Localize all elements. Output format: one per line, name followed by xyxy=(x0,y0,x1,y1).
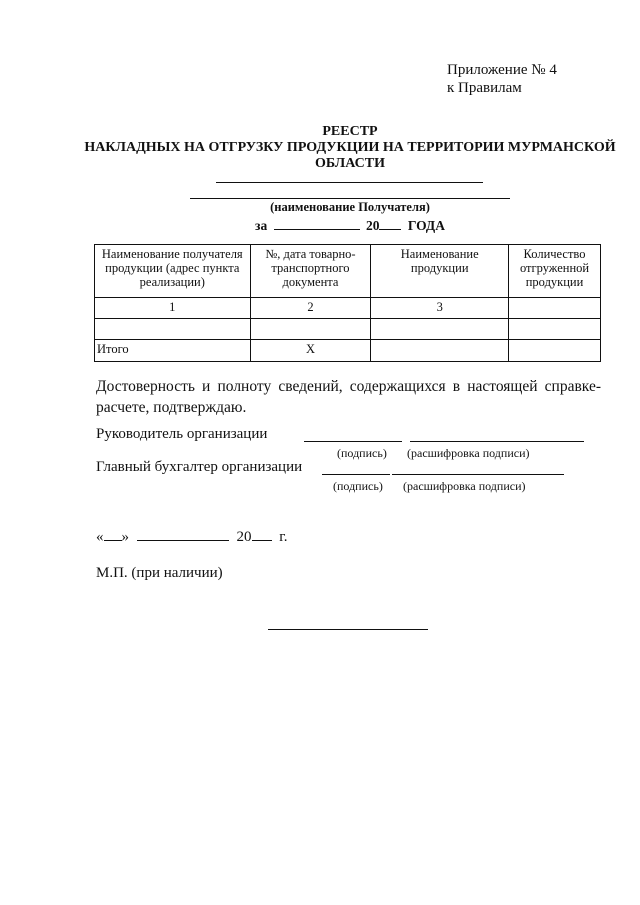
date-open-quote: « xyxy=(96,529,104,545)
head-signature-caption: (подпись) xyxy=(337,446,387,460)
date-close-quote: » xyxy=(121,529,129,545)
column-number: 3 xyxy=(371,298,509,319)
bottom-separator xyxy=(268,629,428,630)
confirmation-text: Достоверность и полноту сведений, содержащихся в настоящей справке-расчете, подтверждаю. xyxy=(96,378,601,416)
annex-reference xyxy=(447,61,557,97)
accountant-signature-caption: (подпись) xyxy=(333,479,383,493)
period-blank xyxy=(274,217,360,230)
register-table xyxy=(94,244,601,362)
table-row xyxy=(95,319,601,340)
month-blank xyxy=(137,526,229,541)
table-cell xyxy=(371,340,509,362)
accountant-signature-line xyxy=(322,474,390,475)
document-title xyxy=(80,124,620,172)
table-cell xyxy=(371,319,509,340)
head-decode-caption: (расшифровка подписи) xyxy=(407,446,530,460)
header-recipient: Наименование получателя продукции (адрес пункта реализации) xyxy=(95,245,251,298)
total-label: Итого xyxy=(95,340,251,362)
title-line-3: ОБЛАСТИ xyxy=(315,156,385,171)
table-header-row xyxy=(95,245,601,298)
report-period xyxy=(190,217,510,234)
recipient-caption: (наименование Получателя) xyxy=(270,200,430,214)
table-cell xyxy=(509,319,601,340)
accountant-decode-line xyxy=(392,474,564,475)
period-year-prefix: 20 xyxy=(365,218,380,233)
accountant-decode-caption: (расшифровка подписи) xyxy=(403,479,526,493)
head-decode-line xyxy=(410,441,584,442)
table-cell xyxy=(95,319,251,340)
head-signature-line xyxy=(304,441,402,442)
period-suffix: ГОДА xyxy=(407,218,445,233)
table-total-row xyxy=(95,340,601,362)
table-cell xyxy=(509,340,601,362)
annex-number: Приложение № 4 xyxy=(447,62,557,78)
date-year-prefix: 20 xyxy=(236,529,252,545)
total-mark: Х xyxy=(250,340,371,362)
header-product: Наименование продукции xyxy=(371,245,509,298)
header-document: №, дата товарно-транспортного документа xyxy=(250,245,371,298)
column-number: 1 xyxy=(95,298,251,319)
year-blank xyxy=(252,526,272,541)
date-year-suffix: г. xyxy=(279,529,288,545)
table-number-row xyxy=(95,298,601,319)
head-label: Руководитель организации xyxy=(96,426,268,442)
stamp-note: М.П. (при наличии) xyxy=(96,565,223,581)
column-number xyxy=(509,298,601,319)
title-line-2: НАКЛАДНЫХ НА ОТГРУЗКУ ПРОДУКЦИИ НА ТЕРРИТОРИИ МУРМАНСКОЙ xyxy=(84,140,616,155)
date-line xyxy=(96,526,287,546)
period-prefix: за xyxy=(255,218,268,233)
recipient-line-2 xyxy=(190,198,510,199)
accountant-label: Главный бухгалтер организации xyxy=(96,459,303,475)
period-year-blank xyxy=(379,217,401,230)
annex-rules: к Правилам xyxy=(447,80,522,96)
header-quantity: Количество отгруженной продукции xyxy=(509,245,601,298)
title-line-1: РЕЕСТР xyxy=(322,124,378,139)
table-cell xyxy=(250,319,371,340)
day-blank xyxy=(104,526,122,541)
column-number: 2 xyxy=(250,298,371,319)
recipient-line-1 xyxy=(216,182,483,183)
